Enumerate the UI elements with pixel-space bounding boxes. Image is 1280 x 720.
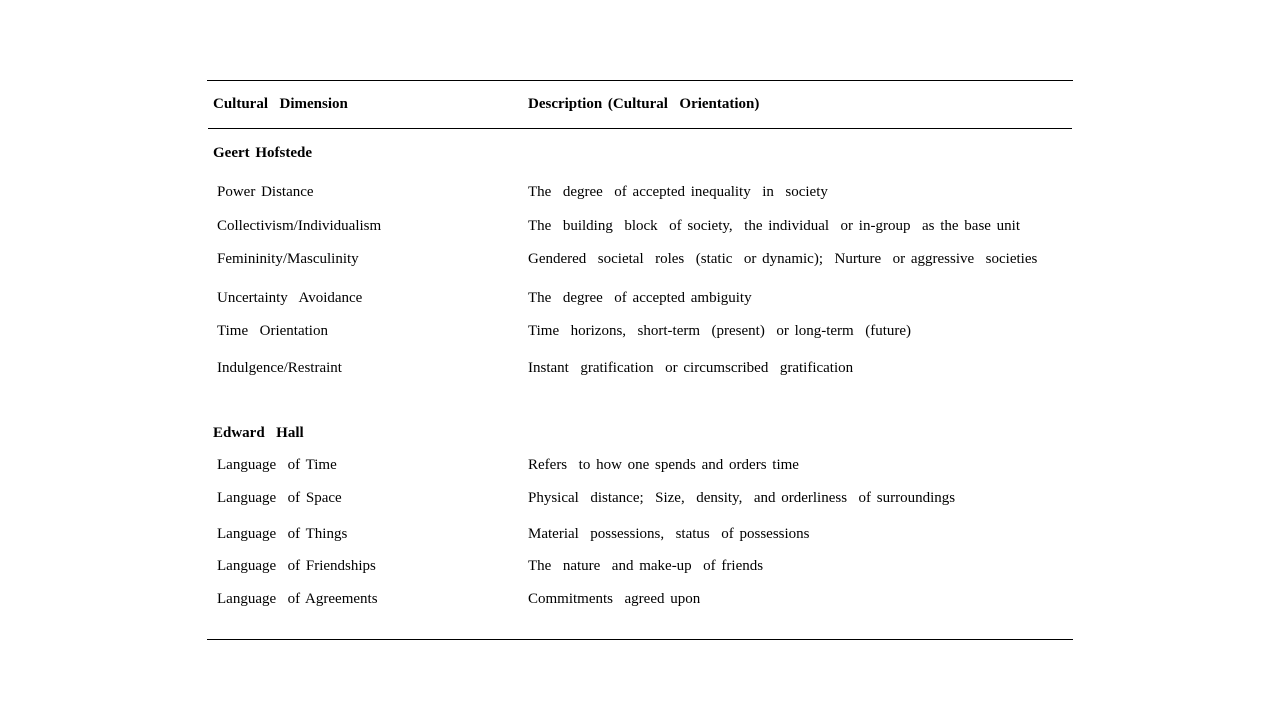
dimension-name: Language of Space — [217, 490, 342, 506]
table-header-rule — [208, 128, 1072, 129]
dimension-description: Refers to how one spends and orders time — [528, 457, 799, 473]
dimension-name: Collectivism/Individualism — [217, 218, 382, 234]
dimension-name: Indulgence/Restraint — [217, 360, 342, 376]
dimension-description: Time horizons, short-term (present) or long-term (future) — [528, 323, 912, 339]
dimension-name: Language of Friendships — [217, 558, 376, 574]
dimension-name: Time Orientation — [217, 323, 328, 339]
dimension-name: Language of Things — [217, 526, 348, 542]
dimension-name: Language of Agreements — [217, 591, 378, 607]
header-cultural-dimension: Cultural Dimension — [213, 96, 348, 112]
dimension-description: Instant gratification or circumscribed gratification — [528, 360, 854, 376]
dimension-name: Uncertainty Avoidance — [217, 290, 363, 306]
dimension-description: The degree of accepted inequality in society — [528, 184, 828, 200]
dimension-description: Physical distance; Size, density, and orderliness of surroundings — [528, 490, 956, 506]
table-bottom-rule — [207, 639, 1073, 640]
section-title-hall: Edward Hall — [213, 425, 304, 441]
dimension-description: The nature and make-up of friends — [528, 558, 764, 574]
dimension-name: Power Distance — [217, 184, 314, 200]
section-title-hofstede: Geert Hofstede — [213, 145, 313, 161]
header-description: Description (Cultural Orientation) — [528, 96, 760, 112]
dimension-description: Material possessions, status of possessions — [528, 526, 810, 542]
dimension-name: Femininity/Masculinity — [217, 251, 359, 267]
table-top-rule — [207, 80, 1073, 81]
dimension-description: Commitments agreed upon — [528, 591, 701, 607]
dimension-description: Gendered societal roles (static or dynamic); Nurture or aggressive societies — [528, 251, 1038, 267]
dimension-description: The building block of society, the individual or in-group as the base unit — [528, 218, 1021, 234]
dimension-name: Language of Time — [217, 457, 337, 473]
dimension-description: The degree of accepted ambiguity — [528, 290, 752, 306]
